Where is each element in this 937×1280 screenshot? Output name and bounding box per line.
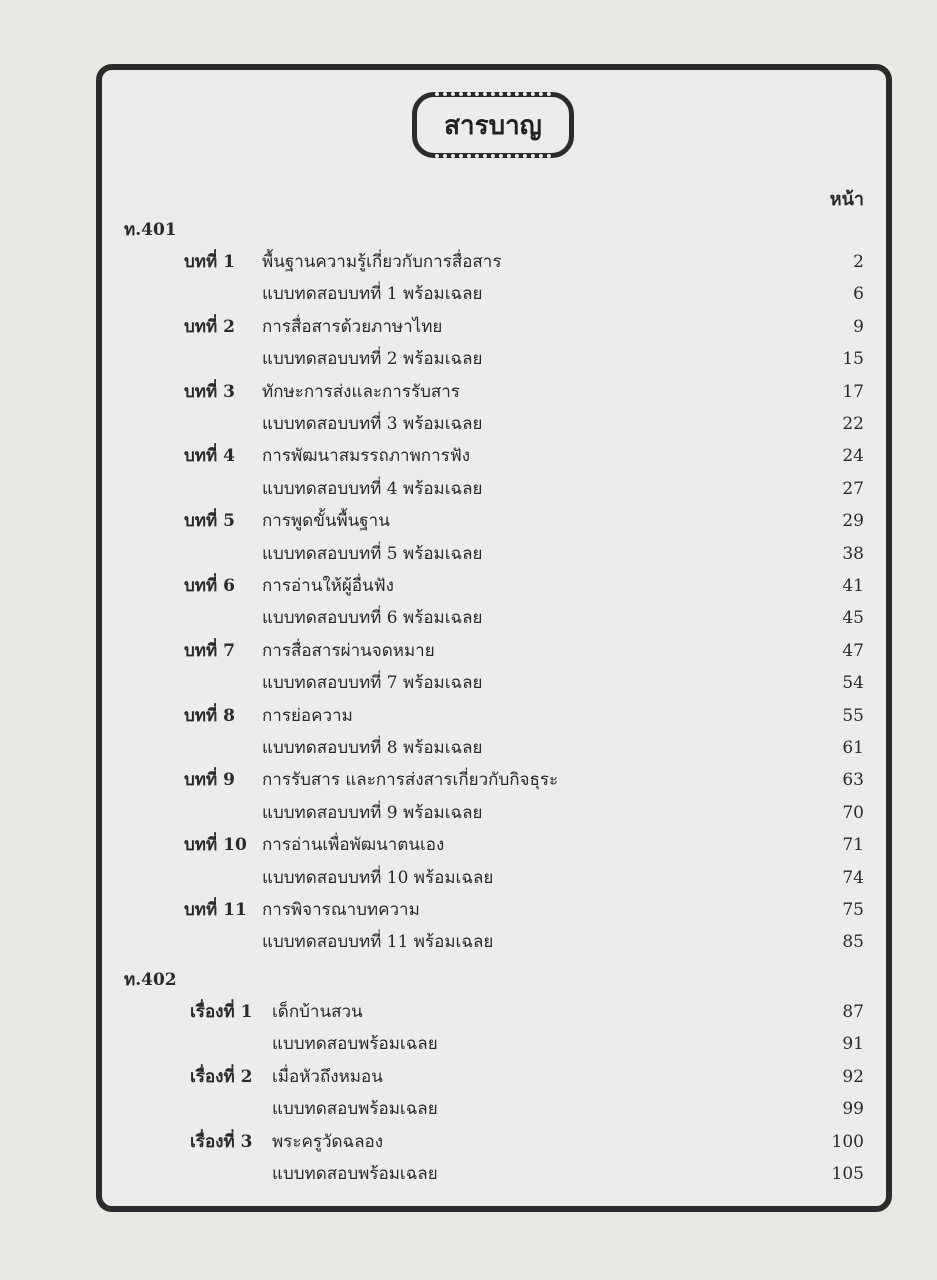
- toc-entry: [102, 894, 886, 926]
- section-code: ท.401: [124, 220, 177, 240]
- entry-title: แบบทดสอบบทที่ 6 พร้อมเฉลย: [262, 608, 483, 629]
- page-title: สารบาญ: [444, 110, 542, 141]
- entry-page-number: 29: [842, 511, 864, 532]
- toc-entry: [102, 246, 886, 278]
- entry-title: แบบทดสอบบทที่ 7 พร้อมเฉลย: [262, 673, 483, 694]
- toc-entry: [102, 797, 886, 829]
- entry-title: แบบทดสอบบทที่ 9 พร้อมเฉลย: [262, 802, 483, 823]
- entry-title: แบบทดสอบบทที่ 5 พร้อมเฉลย: [262, 543, 483, 564]
- toc-entry: [102, 926, 886, 958]
- entry-title: แบบทดสอบพร้อมเฉลย: [272, 1164, 438, 1184]
- entry-title: การพัฒนาสมรรถภาพการฟัง: [262, 446, 471, 467]
- toc-entry: [102, 996, 886, 1028]
- entry-label: บทที่ 6: [184, 576, 235, 596]
- entry-title: พระครูวัดฉลอง: [272, 1131, 384, 1152]
- entry-title: การพิจารณาบทความ: [262, 900, 420, 920]
- entry-title: การอ่านให้ผู้อื่นฟัง: [262, 576, 394, 596]
- entry-title: การย่อความ: [262, 705, 353, 726]
- entry-label: บทที่ 3: [184, 381, 235, 402]
- toc-entry: [102, 408, 886, 440]
- entry-title: ทักษะการส่งและการรับสาร: [262, 381, 460, 402]
- entry-page-number: 24: [842, 446, 864, 467]
- entry-page-number: 47: [842, 640, 864, 661]
- entry-title: แบบทดสอบพร้อมเฉลย: [272, 1034, 438, 1055]
- entry-title: แบบทดสอบบทที่ 11 พร้อมเฉลย: [262, 932, 494, 953]
- entry-title: เมื่อหัวถึงหมอน: [272, 1066, 383, 1087]
- toc-entry: [102, 764, 886, 796]
- entry-page-number: 2: [853, 252, 864, 272]
- toc-entry: [102, 635, 886, 667]
- entry-label: เรื่องที่ 3: [190, 1131, 253, 1152]
- toc-entry: [102, 829, 886, 861]
- toc-entry: [102, 311, 886, 343]
- title-box: [412, 92, 574, 158]
- toc-entry: [102, 570, 886, 602]
- entry-page-number: 71: [842, 835, 864, 856]
- toc-frame: [96, 64, 892, 1212]
- entry-label: บทที่ 10: [184, 835, 247, 856]
- entry-page-number: 15: [842, 349, 864, 370]
- toc-entry: [102, 538, 886, 570]
- entry-page-number: 63: [842, 770, 864, 791]
- entry-title: การอ่านเพื่อพัฒนาตนเอง: [262, 835, 445, 856]
- entry-label: เรื่องที่ 1: [190, 1002, 253, 1022]
- entry-page-number: 85: [842, 932, 864, 953]
- entry-label: บทที่ 11: [184, 900, 247, 920]
- entry-title: แบบทดสอบบทที่ 3 พร้อมเฉลย: [262, 414, 483, 434]
- toc-entry: [102, 1093, 886, 1125]
- toc-entry: [102, 1028, 886, 1060]
- toc-entry: [102, 505, 886, 537]
- entry-page-number: 45: [842, 608, 864, 629]
- entry-title: แบบทดสอบบทที่ 8 พร้อมเฉลย: [262, 738, 483, 758]
- entry-page-number: 55: [842, 705, 864, 726]
- entry-page-number: 22: [842, 414, 864, 434]
- toc-entry: [102, 473, 886, 505]
- toc-entry: [102, 1061, 886, 1093]
- entry-label: เรื่องที่ 2: [190, 1066, 253, 1087]
- toc-entry: [102, 667, 886, 699]
- entry-label: บทที่ 7: [184, 640, 235, 661]
- entry-page-number: 105: [831, 1164, 864, 1184]
- entry-label: บทที่ 5: [184, 511, 235, 532]
- page-column-header: หน้า: [829, 189, 864, 210]
- toc-entry: [102, 440, 886, 472]
- entry-page-number: 74: [842, 867, 864, 888]
- entry-title: แบบทดสอบบทที่ 2 พร้อมเฉลย: [262, 349, 483, 370]
- entry-title: แบบทดสอบพร้อมเฉลย: [272, 1099, 438, 1120]
- entry-page-number: 100: [831, 1131, 864, 1152]
- entry-page-number: 87: [842, 1002, 864, 1022]
- entry-page-number: 9: [853, 316, 864, 337]
- entry-page-number: 91: [842, 1034, 864, 1055]
- toc-entry: [102, 278, 886, 310]
- entry-title: พื้นฐานความรู้เกี่ยวกับการสื่อสาร: [262, 252, 502, 272]
- entry-title: แบบทดสอบบทที่ 4 พร้อมเฉลย: [262, 478, 483, 499]
- toc-entry: [102, 602, 886, 634]
- entry-title: การสื่อสารผ่านจดหมาย: [262, 640, 435, 661]
- entry-title: การรับสาร และการส่งสารเกี่ยวกับกิจธุระ: [262, 770, 559, 791]
- entry-label: บทที่ 8: [184, 705, 235, 726]
- entry-page-number: 17: [842, 381, 864, 402]
- entry-label: บทที่ 2: [184, 316, 235, 337]
- toc-entry: [102, 1158, 886, 1190]
- toc-entry: [102, 376, 886, 408]
- entry-label: บทที่ 9: [184, 770, 235, 791]
- entry-title: การพูดขั้นพื้นฐาน: [262, 511, 390, 532]
- toc-entry: [102, 343, 886, 375]
- entry-page-number: 92: [842, 1066, 864, 1087]
- entry-page-number: 41: [842, 576, 864, 596]
- entry-title: แบบทดสอบบทที่ 10 พร้อมเฉลย: [262, 867, 494, 888]
- entry-page-number: 6: [853, 284, 864, 305]
- toc-entry: [102, 1126, 886, 1158]
- entry-title: แบบทดสอบบทที่ 1 พร้อมเฉลย: [262, 284, 483, 305]
- entry-page-number: 27: [842, 478, 864, 499]
- entry-page-number: 70: [842, 802, 864, 823]
- toc-entry: [102, 862, 886, 894]
- entry-title: เด็กบ้านสวน: [272, 1002, 363, 1022]
- entry-page-number: 54: [842, 673, 864, 694]
- toc-entry: [102, 732, 886, 764]
- entry-title: การสื่อสารด้วยภาษาไทย: [262, 316, 443, 337]
- entry-page-number: 61: [842, 738, 864, 758]
- entry-page-number: 99: [842, 1099, 864, 1120]
- toc-entry: [102, 700, 886, 732]
- section-code: ท.402: [124, 970, 177, 990]
- entry-page-number: 38: [842, 543, 864, 564]
- entry-page-number: 75: [842, 900, 864, 920]
- entry-label: บทที่ 4: [184, 446, 235, 467]
- entry-label: บทที่ 1: [184, 252, 235, 272]
